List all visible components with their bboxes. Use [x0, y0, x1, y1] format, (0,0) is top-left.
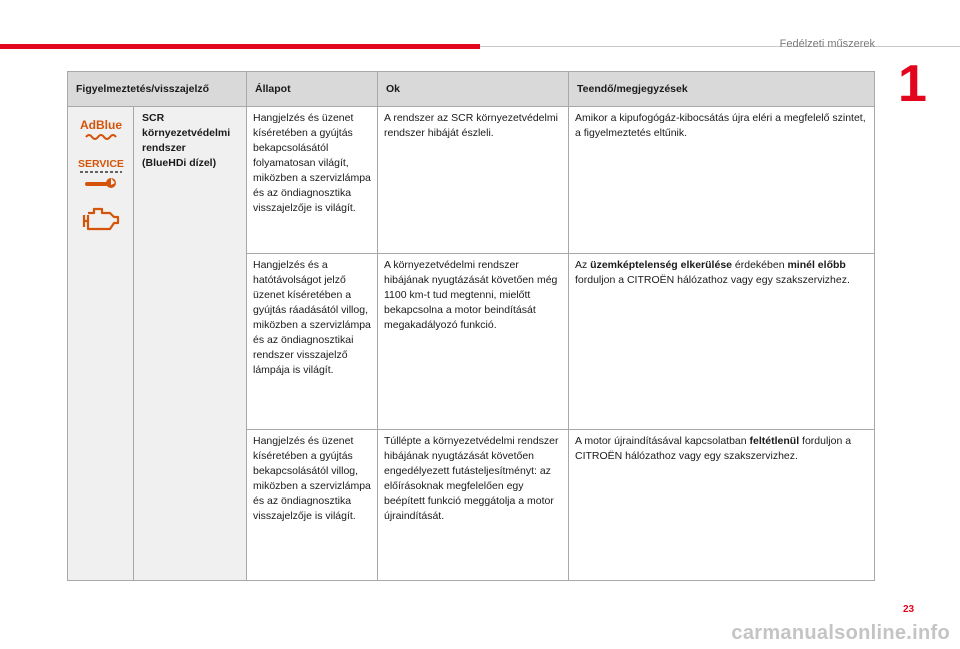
row1-teendo-text: Amikor a kipufogógáz-kibocsátás újra eléri a megfelelő szintet, a figyelmeztetés eltűnik. — [575, 112, 866, 139]
header-divider — [480, 46, 960, 47]
row2-teendo-bold: üzemképtelenség elkerülése — [590, 259, 732, 271]
warning-icons-cell — [68, 107, 134, 581]
row3-teendo — [569, 430, 875, 581]
header-teendo: Teendő/megjegyzések — [569, 72, 875, 107]
header-warning: Figyelmeztetés/visszajelző — [68, 72, 247, 107]
row2-teendo-text: érdekében — [732, 259, 788, 271]
warning-name-cell — [134, 107, 247, 581]
header-accent-bar — [0, 44, 480, 49]
chapter-number: 1 — [898, 55, 927, 113]
row1-teendo — [569, 107, 875, 254]
row3-teendo-text: forduljon a CITROËN hálózathoz vagy egy szakszervizhez. — [575, 435, 852, 462]
section-title: Fedélzeti műszerek — [779, 38, 875, 50]
adblue-icon — [78, 117, 124, 143]
engine-check-icon — [78, 205, 124, 235]
table-header-row — [68, 72, 875, 107]
row3-teendo-text: A motor újraindításával kapcsolatban — [575, 435, 750, 447]
warning-name-line2: környezetvédelmi rendszer — [142, 127, 231, 154]
header-ok: Ok — [378, 72, 569, 107]
row2-ok: A környezetvédelmi rendszer hibájának nyugtázását követően még 1100 km-t tud megtenni, mielőtt bekapcsolna a motor beindítását megakadályozó funkció. — [378, 254, 569, 430]
row3-teendo-bold: feltétlenül — [749, 435, 800, 447]
service-text: SERVICE — [77, 158, 124, 170]
row1-ok: A rendszer az SCR környezetvédelmi rendszer hibáját észleli. — [378, 107, 569, 254]
adblue-text: AdBlue — [79, 118, 122, 132]
row3-ok: Túllépte a környezetvédelmi rendszer hibájának nyugtázását követően engedélyezett futásteljesítményt: az előírásoknak megfelelően egy beépített funkció meggátolja a motor újraindítását. — [378, 430, 569, 581]
table-row — [68, 107, 875, 254]
page-number: 23 — [903, 604, 915, 615]
warning-name-line3: (BlueHDi dízel) — [142, 157, 217, 169]
row2-teendo-text: forduljon a CITROËN hálózathoz vagy egy szakszervizhez. — [575, 274, 850, 286]
row2-teendo-text: Az — [575, 259, 591, 271]
warning-name-line1: SCR — [142, 112, 165, 124]
row2-allapot: Hangjelzés és a hatótávolságot jelző üzenet kíséretében a gyújtás ráadásától villog, miközben a szervizlámpa és az öndiagnosztikai rendszer visszajelző lámpája is világít. — [247, 254, 378, 430]
service-wrench-icon — [78, 157, 124, 191]
row2-teendo — [569, 254, 875, 430]
header-allapot: Állapot — [247, 72, 378, 107]
warning-table — [67, 71, 875, 581]
row3-allapot: Hangjelzés és üzenet kíséretében a gyújtás bekapcsolásától villog, miközben a szervizlámpa és az öndiagnosztika visszajelzője is világít. — [247, 430, 378, 581]
row2-teendo-bold: minél előbb — [787, 259, 846, 271]
row1-allapot: Hangjelzés és üzenet kíséretében a gyújtás bekapcsolásától folyamatosan világít, miközben a szervizlámpa és az öndiagnosztika visszajelzője is világít. — [247, 107, 378, 254]
watermark: carmanualsonline.info — [731, 622, 950, 644]
